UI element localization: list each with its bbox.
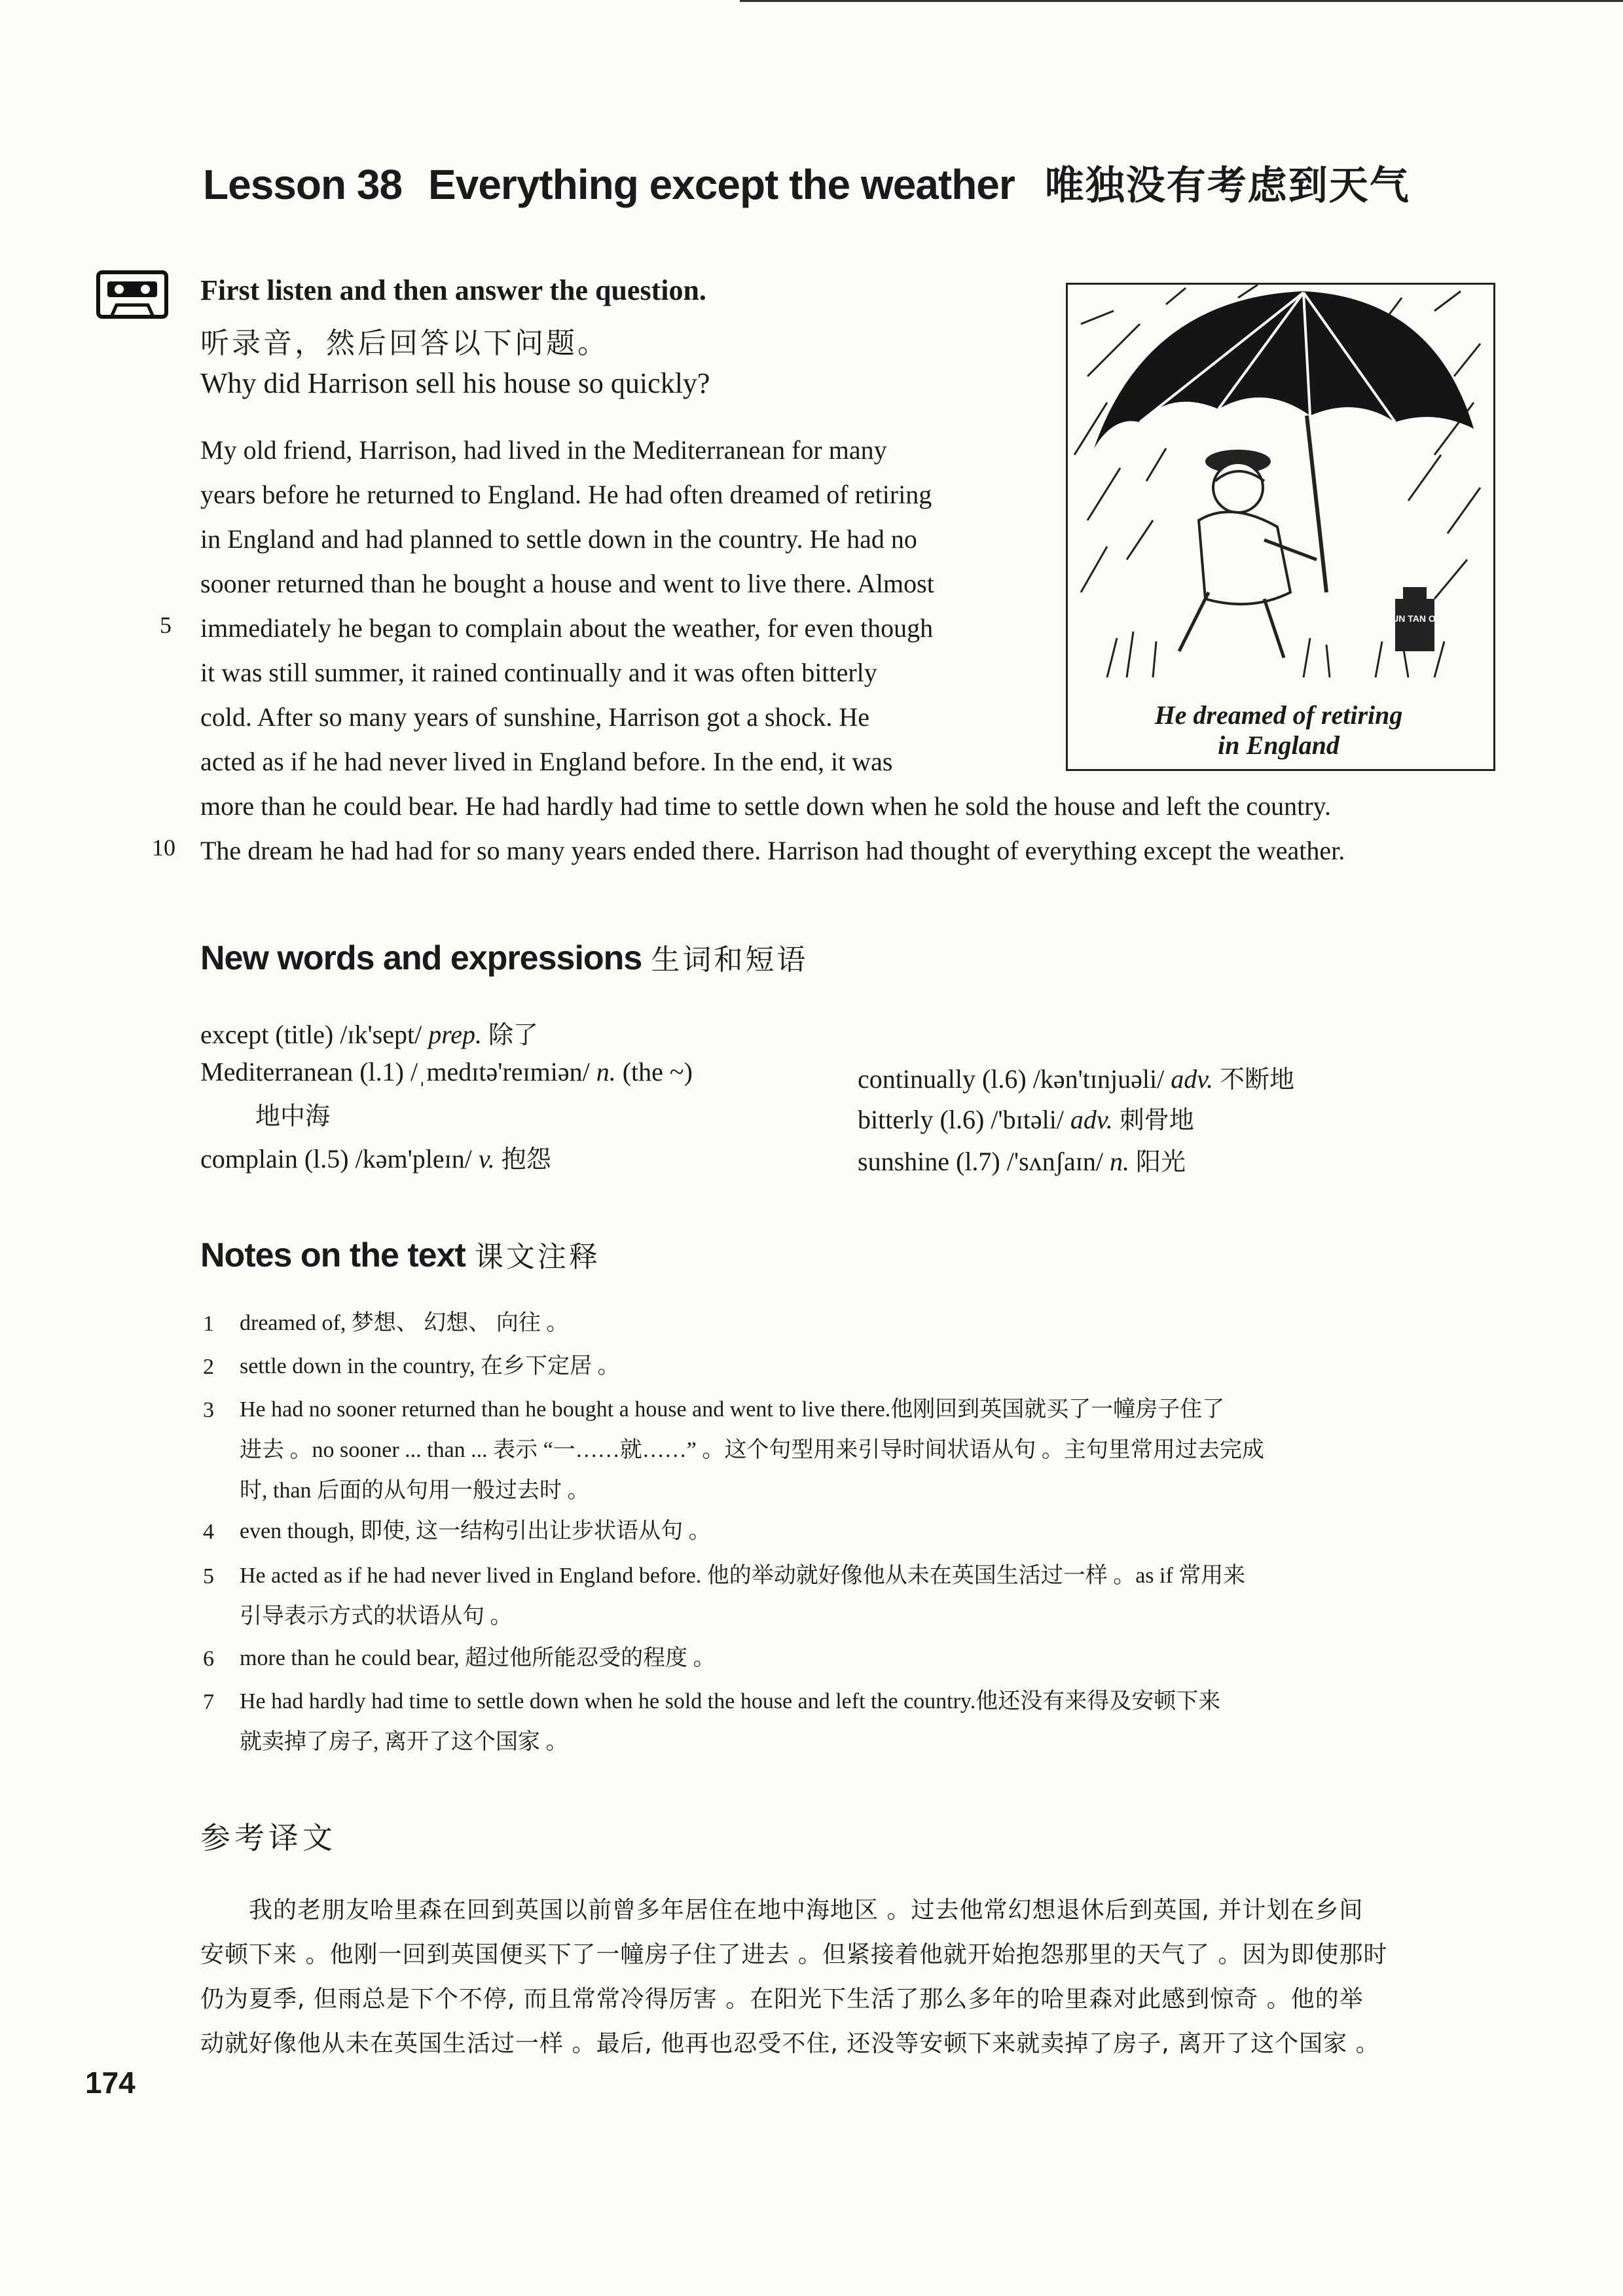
notes-heading — [200, 1233, 600, 1275]
new-words-heading-en: New words and expressions — [200, 939, 642, 977]
cassette-icon — [96, 270, 169, 319]
word-pos: adv. — [1070, 1105, 1113, 1134]
note-text: He acted as if he had never lived in England before. 他的举动就好像他从未在英国生活过一样 。as if 常用来 — [240, 1564, 1246, 1588]
caption-line-1: He dreamed of retiring — [1154, 700, 1403, 730]
note-text: even though, 即使, 这一结构引出让步状语从句 。 — [240, 1519, 711, 1543]
notes-heading-cn: 课文注释 — [474, 1240, 600, 1274]
word-text: Mediterranean (l.1) /ˌmedɪtə'reɪmiən/ — [200, 1057, 596, 1086]
word-pos: v. — [478, 1144, 495, 1174]
word-text: complain (l.5) /kəm'pleɪn/ — [200, 1144, 479, 1174]
word-extra: (the ~) — [615, 1057, 693, 1086]
word-cn: 除了 — [488, 1020, 539, 1049]
lesson-title — [203, 154, 1410, 211]
lesson-number: Lesson 38 — [203, 161, 403, 208]
passage-line: years before he returned to England. He had often dreamed of retiring — [200, 480, 932, 509]
sun-tan-label: SUN TAN OIL — [1385, 613, 1444, 624]
word-pos: n. — [1109, 1147, 1129, 1176]
instruction-en: First listen and then answer the question. — [200, 274, 706, 306]
word-cn: 阳光 — [1135, 1147, 1186, 1176]
line-number: 5 — [160, 612, 172, 638]
passage-line: more than he could bear. He had hardly had time to settle down when he sold the house and left the country. — [200, 791, 1331, 821]
question-text: Why did Harrison sell his house so quickly? — [200, 367, 710, 399]
word-entry — [200, 1139, 551, 1175]
note-number: 6 — [203, 1647, 214, 1671]
passage-line: it was still summer, it rained continually and it was often bitterly — [200, 658, 877, 687]
word-pos: adv. — [1171, 1064, 1214, 1094]
word-cn: 抱怨 — [501, 1145, 551, 1174]
new-words-heading-cn: 生词和短语 — [651, 943, 809, 977]
passage-line: The dream he had had for so many years ended there. Harrison had thought of everything except the weather. — [200, 836, 1345, 865]
umbrella-rain-illustration — [1068, 285, 1493, 691]
note-text: more than he could bear, 超过他所能忍受的程度 。 — [240, 1646, 716, 1670]
word-text: except (title) /ɪk'sept/ — [200, 1020, 429, 1049]
word-entry — [858, 1100, 1194, 1136]
note-text: He had hardly had time to settle down when he sold the house and left the country.他还没有来得及安顿下来 — [240, 1689, 1221, 1713]
lesson-title-en: Everything except the weather — [428, 161, 1015, 208]
translation-line: 安顿下来 。他刚一回到英国便买下了一幢房子住了进去 。但紧接着他就开始抱怨那里的天气了 。因为即使那时 — [200, 1941, 1388, 1968]
word-pos: n. — [596, 1057, 616, 1086]
word-entry — [858, 1059, 1294, 1095]
word-text: bitterly (l.6) /'bɪtəli/ — [858, 1105, 1070, 1134]
note-text: dreamed of, 梦想、 幻想、 向往 。 — [240, 1311, 569, 1335]
note-number: 7 — [203, 1690, 214, 1714]
word-entry — [200, 1014, 538, 1050]
new-words-heading — [200, 936, 808, 978]
passage-line: My old friend, Harrison, had lived in the Mediterranean for many — [200, 435, 887, 465]
translation-line: 动就好像他从未在英国生活过一样 。最后, 他再也忍受不住, 还没等安顿下来就卖掉了房子, 离开了这个国家 。 — [200, 2030, 1380, 2057]
note-number: 1 — [203, 1312, 214, 1336]
figure-caption — [1066, 700, 1491, 761]
note-text: settle down in the country, 在乡下定居 。 — [240, 1354, 620, 1378]
lesson-title-cn: 唯独没有考虑到天气 — [1044, 163, 1410, 209]
passage-line: in England and had planned to settle down in the country. He had no — [200, 524, 917, 554]
translation-heading: 参考译文 — [200, 1820, 337, 1856]
note-text: 就卖掉了房子, 离开了这个国家 。 — [240, 1730, 568, 1754]
note-text: He had no sooner returned than he bought a house and went to live there.他刚回到英国就买了一幢房子住了 — [240, 1397, 1225, 1422]
translation-line: 我的老朋友哈里森在回到英国以前曾多年居住在地中海地区 。过去他常幻想退休后到英国, 并计划在乡间 — [249, 1897, 1364, 1924]
passage-line: acted as if he had never lived in England before. In the end, it was — [200, 747, 893, 776]
word-text: sunshine (l.7) /'sʌnʃaɪn/ — [858, 1147, 1110, 1176]
illustration-frame — [1066, 283, 1495, 771]
caption-line-2: in England — [1218, 730, 1340, 760]
passage-line: sooner returned than he bought a house and went to live there. Almost — [200, 569, 934, 598]
word-entry — [200, 1056, 693, 1087]
instruction-cn: 听录音，然后回答以下问题。 — [200, 327, 609, 360]
note-text: 引导表示方式的状语从句 。 — [240, 1604, 513, 1628]
line-number: 10 — [152, 834, 175, 861]
top-rule — [740, 0, 1623, 2]
note-number: 2 — [203, 1355, 214, 1379]
passage-line: immediately he began to complain about the weather, for even though — [200, 613, 934, 643]
page-number: 174 — [85, 2066, 136, 2100]
word-text: continually (l.6) /kən'tɪnjuəli/ — [858, 1064, 1171, 1094]
note-number: 4 — [203, 1520, 214, 1544]
passage-line: cold. After so many years of sunshine, Harrison got a shock. He — [200, 702, 869, 732]
word-cn: 地中海 — [255, 1102, 331, 1130]
note-number: 3 — [203, 1398, 214, 1422]
note-number: 5 — [203, 1564, 214, 1588]
note-text: 时, than 后面的从句用一般过去时 。 — [240, 1479, 590, 1503]
word-cn: 不断地 — [1220, 1065, 1295, 1094]
note-text: 进去 。no sooner ... than ... 表示 “一……就……” 。这个句型用来引导时间状语从句 。主句里常用过去完成 — [240, 1438, 1264, 1462]
translation-line: 仍为夏季, 但雨总是下个不停, 而且常常冷得厉害 。在阳光下生活了那么多年的哈里森对此感到惊奇 。他的举 — [200, 1986, 1364, 2013]
word-entry — [858, 1141, 1186, 1177]
word-pos: prep. — [428, 1020, 483, 1049]
notes-heading-en: Notes on the text — [200, 1236, 465, 1274]
word-cn: 刺骨地 — [1119, 1105, 1194, 1134]
